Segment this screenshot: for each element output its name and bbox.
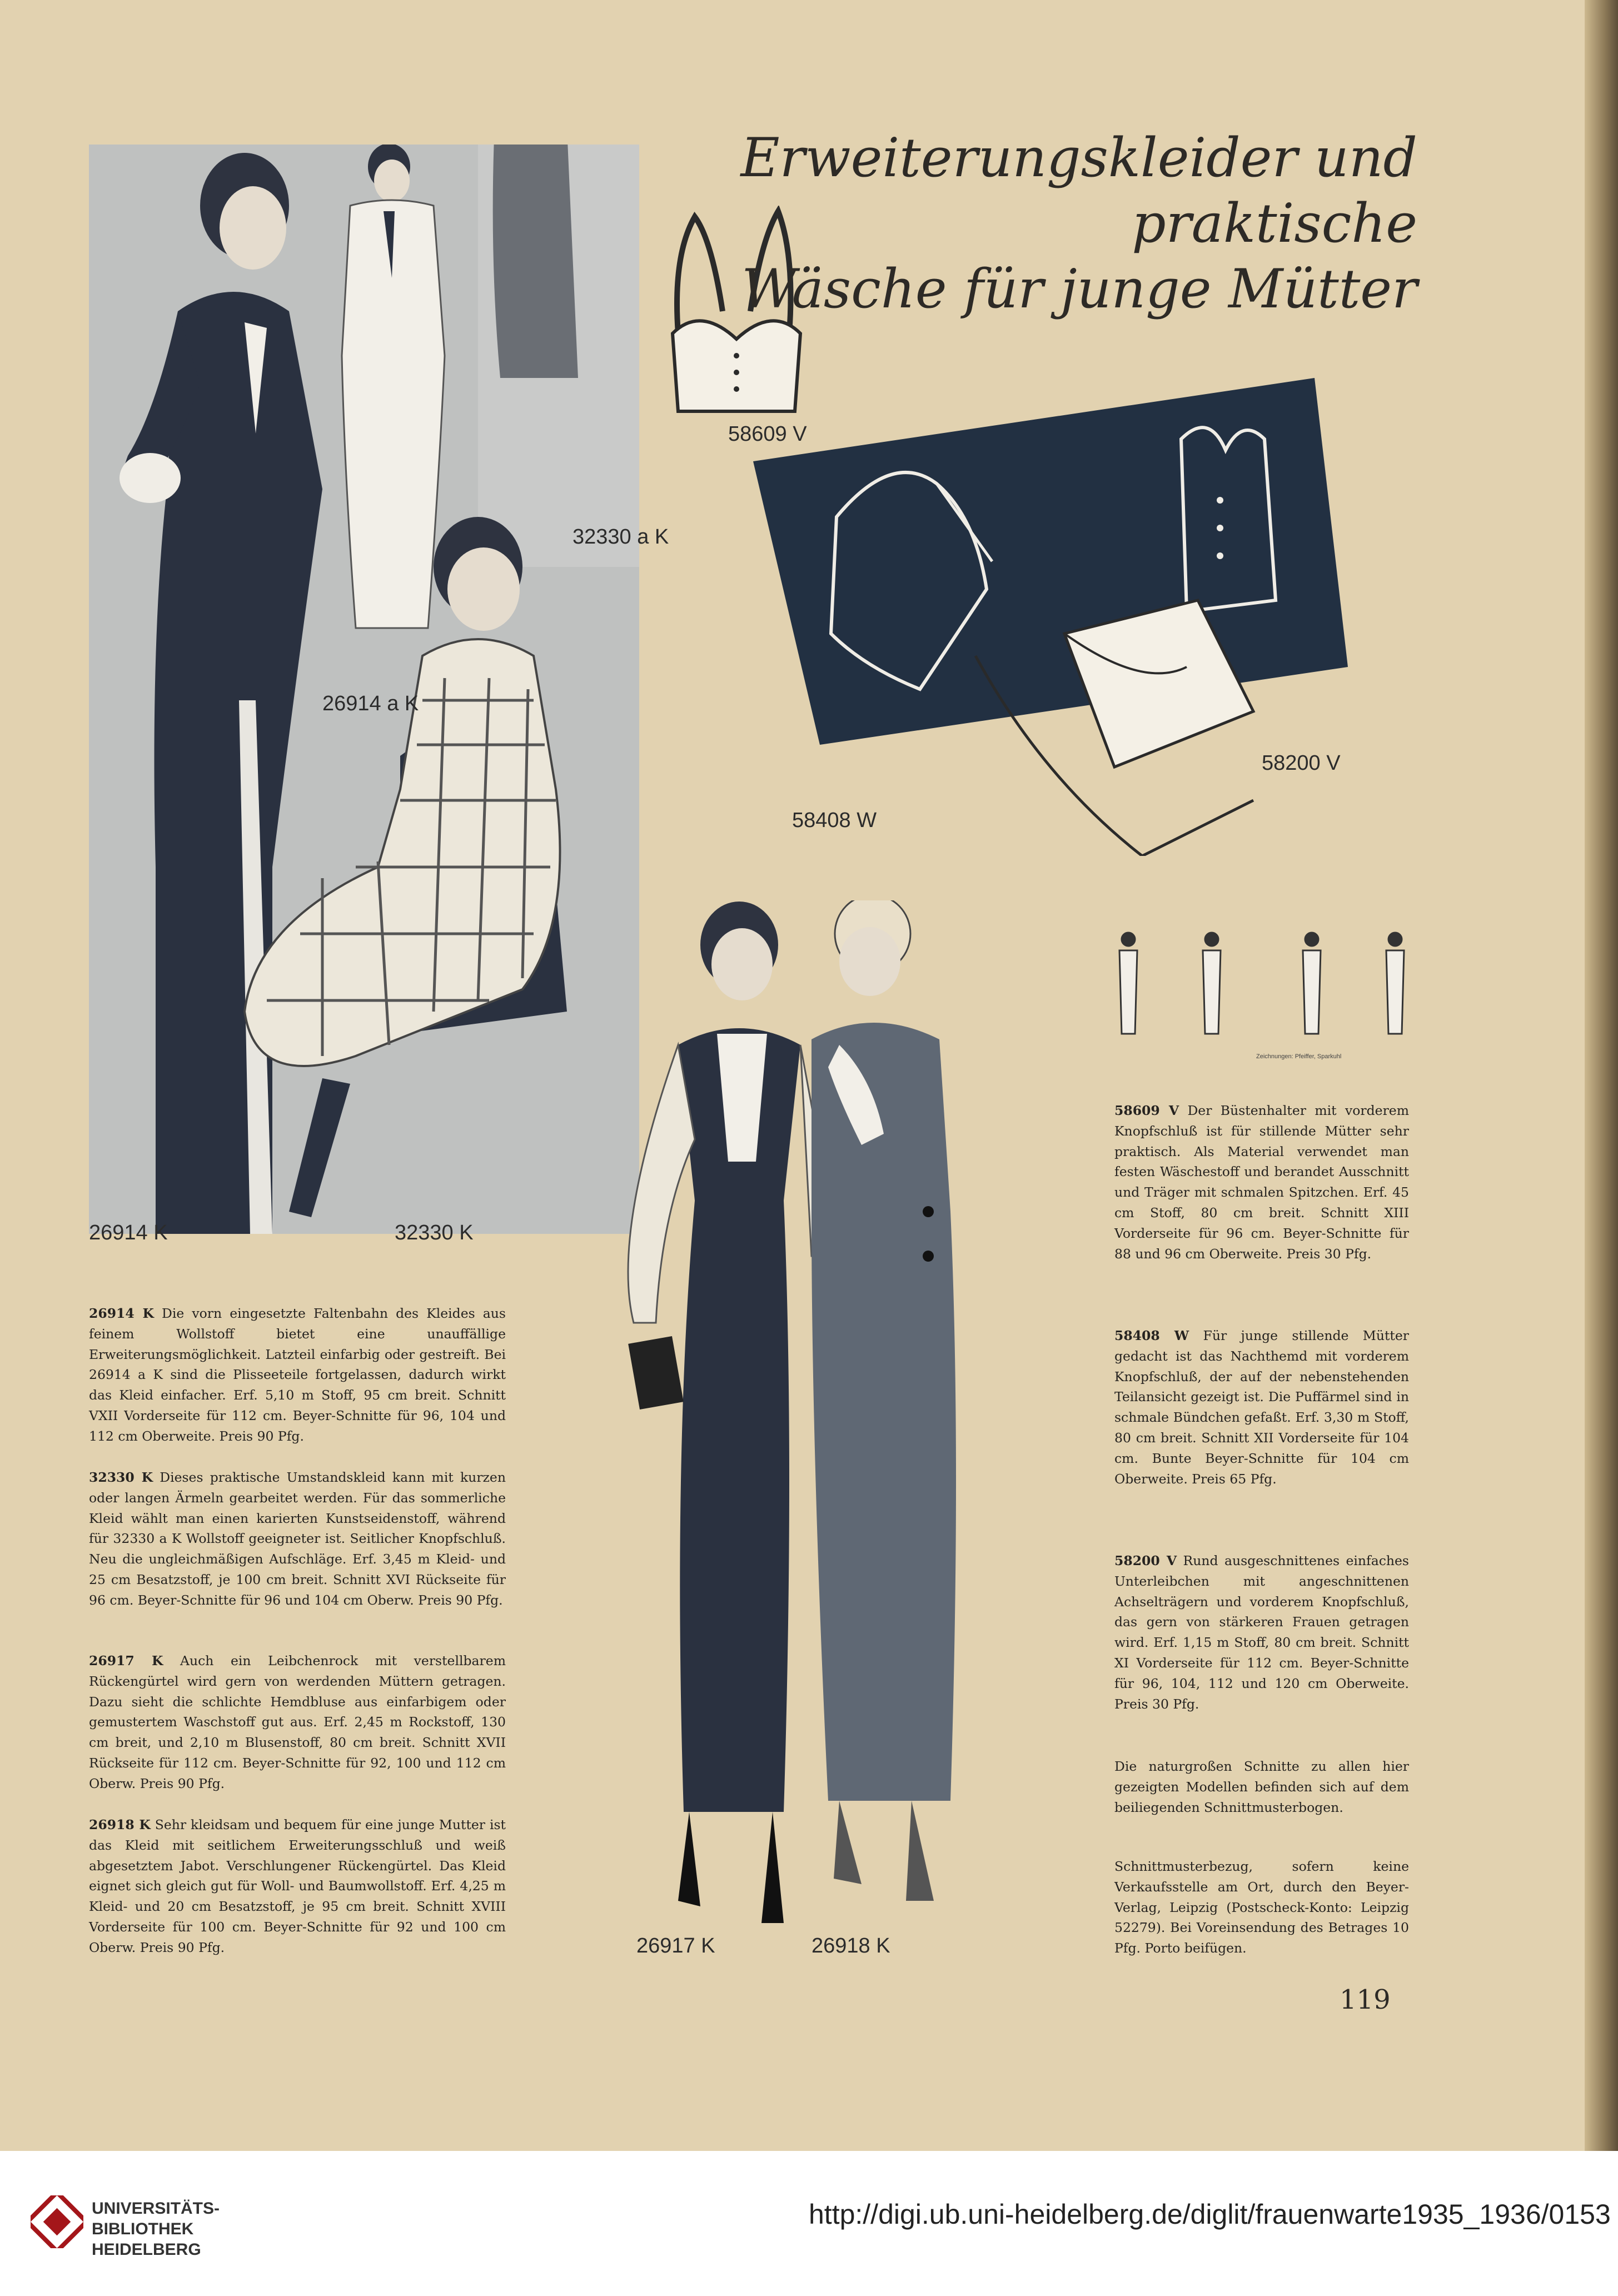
label-58609: 58609 V [728,422,807,446]
label-26918: 26918 K [812,1934,890,1958]
book-binding-edge [1585,0,1618,2151]
university-name-line-3: HEIDELBERG [92,2240,201,2259]
description-text: Rund ausgeschnittenes einfaches Unterleibchen mit angeschnittenen Achselträgern und vorderem Knopfschluß, das gern von stärkeren Frauen getragen wird. Erf. 1,15 m Stoff, 80 cm breit. Schnitt XI Vorderseite für 112 cm. Beyer-Schnitte für 96, 104, 112 und 120 cm Oberweite. Preis 30 Pfg. [1114,1553,1409,1712]
description-26917 [89,1651,506,1794]
page-title [684,125,1417,322]
university-logo-icon[interactable] [31,2195,83,2248]
model-code: 26917 K [89,1653,163,1669]
description-text: Sehr kleidsam und bequem für eine junge Mutter ist das Kleid mit seitlichem Erweiterungsschluß und weiß abgesetztem Jabot. Verschlungener Rückengürtel. Das Kleid eignet sich gleich gut für Woll- und Baumwollstoff. Erf. 4,25 m Kleid- und 20 cm Besatzstoff, je 95 cm breit. Schnitt XVIII Vorderseite für 100 cm. Beyer-Schnitte für 92 und 100 cm Oberw. Preis 90 Pfg. [89,1817,506,1955]
title-line-1: Erweiterungskleider und praktische [740,127,1417,255]
description-text: Der Büstenhalter mit vorderem Knopfschluß ist für stillende Mütter sehr praktisch. Als Material verwendet man festen Wäschestoff und berandet Ausschnitt und Träger mit schmalen Spitzchen. Erf. 45 cm Stoff, 80 cm breit. Schnitt XIII Vorderseite für 96 cm. Beyer-Schnitte für 88 und 96 cm Oberweite. Preis 30 Pfg. [1114,1103,1409,1262]
university-name[interactable] [92,2198,220,2260]
fashion-illustration-bottom [550,900,995,1973]
pattern-note: Die naturgroßen Schnitte zu allen hier gezeigten Modellen befinden sich auf dem beiliegenden Schnittmusterbogen. [1114,1759,1409,1815]
description-text: Die vorn eingesetzte Faltenbahn des Kleides aus feinem Wollstoff bietet eine unauffällige Erweiterungsmöglichkeit. Latzteil einfarbig oder gestreift. Bei 26914 a K sind die Plisseeteile fortgelassen, dadurch wirkt das Kleid einfacher. Erf. 5,10 m Stoff, 95 cm breit. Schnitt VXII Vorderseite für 112 cm. Beyer-Schnitte für 96, 104 und 112 cm Oberweite. Preis 90 Pfg. [89,1306,506,1444]
title-line-2: Wäsche für junge Mütter [741,258,1417,320]
lingerie-illustration-panel [753,378,1348,856]
label-58408: 58408 W [792,809,877,832]
label-32330a: 32330 a K [572,525,669,549]
description-32330 [89,1467,506,1611]
model-code: 58609 V [1114,1103,1179,1118]
university-name-line-1: UNIVERSITÄTS- [92,2199,220,2218]
ordering-note: Schnittmusterbezug, sofern keine Verkaufsstelle am Ort, durch den Beyer-Verlag, Leipzig (Postscheck-Konto: Leipzig 52279). Bei Voreinsendung des Betrages 10 Pfg. Porto beifügen. [1114,1859,1409,1956]
description-text: Für junge stillende Mütter gedacht ist das Nachthemd mit vorderem Knopfschluß, der auf der nebenstehenden Teilansicht gezeigt ist. Die Puffärmel sind in schmale Bündchen gefaßt. Erf. 3,30 m Stoff, 80 cm breit. Schnitt XII Vorderseite für 104 cm. Bunte Beyer-Schnitte für 104 cm Oberweite. Preis 65 Pfg. [1114,1328,1409,1487]
description-58609 [1114,1100,1409,1264]
label-32330: 32330 K [395,1221,474,1244]
label-26914: 26914 K [89,1221,168,1244]
label-26917: 26917 K [636,1934,715,1958]
label-58200: 58200 V [1262,751,1341,775]
model-code: 58200 V [1114,1553,1177,1568]
illustration-credit: Zeichnungen: Pfeiffer, Sparkuhl [1256,1053,1342,1060]
description-text: Auch ein Leibchenrock mit verstellbarem Rückengürtel wird gern von werdenden Müttern getragen. Dazu sieht die schlichte Hemdbluse aus einfarbigem oder gemustertem Waschstoff gut aus. Erf. 2,45 m Rockstoff, 130 cm breit, und 2,10 m Blusenstoff, 80 cm breit. Schnitt XVII Rückseite für 112 cm. Beyer-Schnitte für 92, 100 und 112 cm Oberw. Preis 90 Pfg. [89,1653,506,1791]
model-code: 32330 K [89,1470,153,1485]
model-code: 26918 K [89,1817,151,1832]
label-26914a: 26914 a K [322,692,419,715]
page-number: 119 [1340,1984,1391,2015]
description-26918 [89,1815,506,1958]
description-26914 [89,1303,506,1447]
source-url-link[interactable]: http://digi.ub.uni-heidelberg.de/diglit/frauenwarte1935_1936/0153 [809,2199,1611,2230]
back-view-sketches [1112,928,1423,1045]
university-name-line-2: BIBLIOTHEK [92,2220,194,2238]
model-code: 26914 K [89,1306,154,1321]
description-58408 [1114,1326,1409,1489]
model-code: 58408 W [1114,1328,1189,1343]
description-text: Dieses praktische Umstandskleid kann mit kurzen oder langen Ärmeln gearbeitet werden. Für das sommerliche Kleid wählt man einen karierten Kunstseidenstoff, während für 32330 a K Wollstoff geeigneter ist. Seitlicher Knopfschluß. Neu die ungleichmäßigen Aufschläge. Erf. 3,45 m Kleid- und 25 cm Besatzstoff, je 100 cm breit. Schnitt XVI Rückseite für 96 cm. Beyer-Schnitte für 96 und 104 cm Oberw. Preis 90 Pfg. [89,1470,506,1608]
description-58200 [1114,1551,1409,1714]
